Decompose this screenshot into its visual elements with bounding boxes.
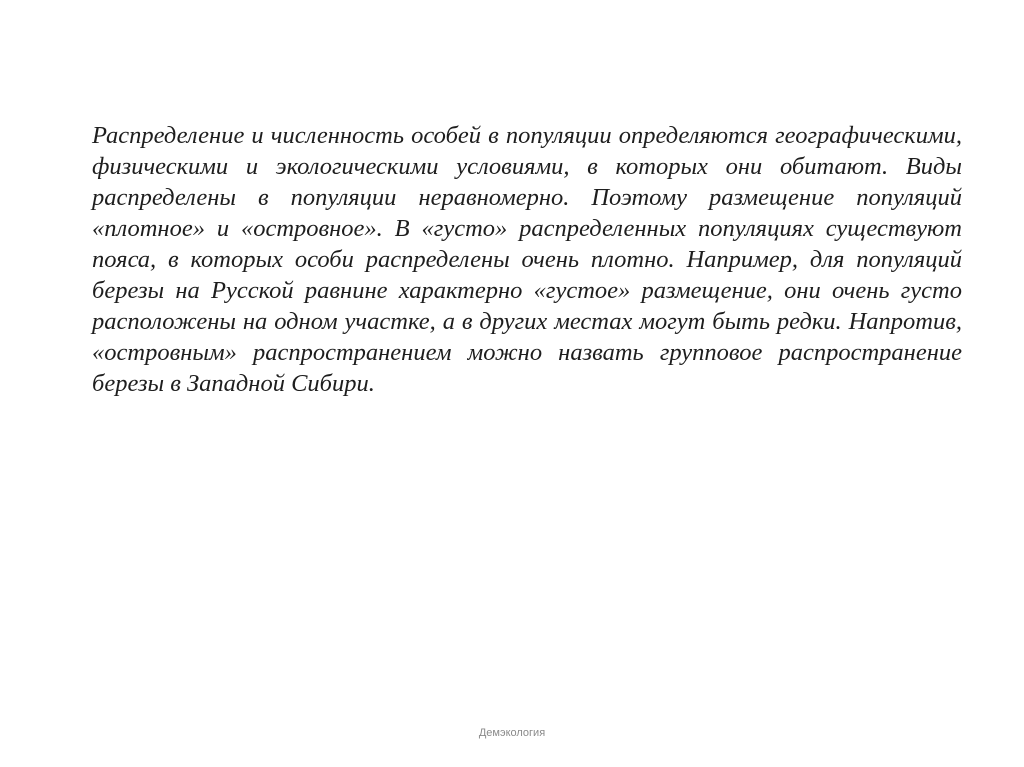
slide-body-text: Распределение и численность особей в популяции определяются географическими, физическими и экологическими условиями, в которых они обитают. Виды распределены в популяции неравномерно. Поэтому размещение популяций «плотное» и «островное». В «густо» распределенных популяциях существуют пояса, в которых особи распределены очень плотно. Например, для популяций березы на Русской равнине характерно «густое» размещение, они очень густо расположены на одном участке, а в других местах могут быть редки. Напротив, «островным» распространением можно назвать групповое распространение березы в Западной Сибири. [92, 122, 962, 397]
slide-footer: Демэкология [478, 727, 546, 739]
